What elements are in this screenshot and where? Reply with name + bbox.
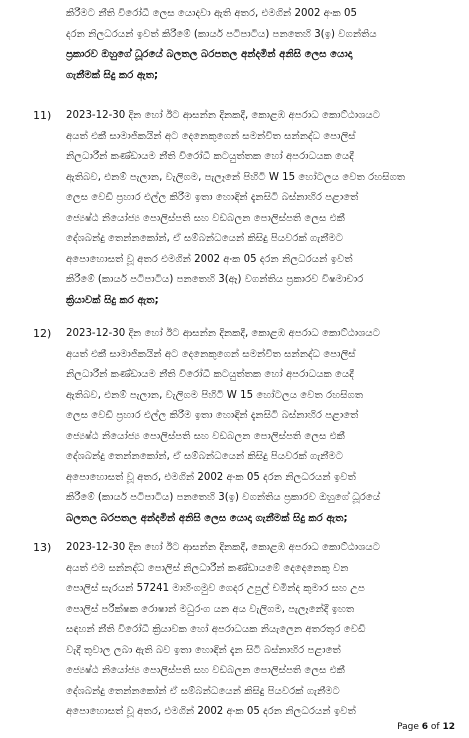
- paragraph-line: 2023-12-30 දින හෝ ඊට ආසන්න දිනකදී, කොළඹ අපරාධ කොට්ඨාශයට: [66, 542, 381, 553]
- paragraph-line: අපොහොසත් වූ අතර, එමගින් 2002 අංක 05 දරන නිලධරයන් ඉවත්: [66, 706, 356, 717]
- page-prefix: Page: [397, 722, 419, 732]
- item-number: 11): [33, 109, 52, 122]
- item-number: 12): [33, 327, 52, 340]
- paragraph-line: නිලධාරීන් කණ්ඩායම නීති විරෝධී කටයුත්තක හෝ අපරාධයක යෙදී: [66, 151, 354, 162]
- paragraph-line: ක්‍රියාවක් සිදු කර ඇත;: [66, 294, 159, 306]
- paragraph-line: කිරීමේ (කාර්ය පටිපාටිය) පනතෙහි 3(ඉ) වගන්තිය ප්‍රකාරව ඔහුගේ ධූරයේ: [66, 492, 381, 503]
- paragraph-line: අපොහොසත් වූ අතර එමගින් 2002 අංක 05 දරන නිලධරයන් ඉවත්: [66, 253, 353, 265]
- paragraph-line: ඇතිබව, එනම් පැලාන, වැලිගම, පැලෑනේ පිහිටි W 15 හෝටලය වෙත රහසිගත: [66, 171, 406, 183]
- paragraph-line: වැදී තුවාල ලබා ඇති බව ඉතා හොඳින් දැන සිටි බස්නාහිර පළාතේ: [66, 644, 341, 656]
- paragraph-line: ඇතිබව, එනම් පැලාන, වැලිගම පිහිටි W 15 හෝටලය වෙත රහසිගත: [66, 389, 364, 401]
- page-of-label: of: [430, 722, 440, 732]
- item-paragraph-11: [66, 106, 456, 311]
- paragraph-line: පොලිස් සැරයන් 57241 මාහිංගමුව ගෙදර උපුල් චමින්ද කුමාර සහ උප: [66, 583, 365, 594]
- paragraph-line: දේශබන්දු තෙන්නකෝන් ඒ සම්බන්ධයෙන් කිසිදු පියවරක් ගැනීමට: [66, 685, 340, 697]
- intro-line: දරන නිලධරයන් ඉවත් කිරීමේ (කාර්ය පටිපාටිය) පනතෙහි 3(ඉ) වගන්තිය: [66, 28, 377, 40]
- intro-line: ප්‍රකාරව ඔහුගේ ධූරයේ බලතල බරපතල අන්දමින් අනිසි ලෙස යොදා: [66, 49, 353, 60]
- paragraph-line: බලතල බරපතල අන්දමින් අනිසි ලෙස යොදා ගැනීමක් සිදු කර ඇත;: [66, 512, 348, 524]
- paragraph-line: දේශබන්දු තෙන්නකෝන්, ඒ සම්බන්ධයෙන් කිසිදු පියවරක් ගැනීමට: [66, 233, 344, 244]
- paragraph-line: ජ්‍යෙෂ්ඨ නියෝජ්‍ය පොලිස්පති සහ වඩබලන පොලිස්පති ලෙස එකී: [66, 665, 345, 676]
- paragraph-line: දේශබන්දු තෙන්නකෝන්, ඒ සම්බන්ධයෙන් කිසිදු පියවරක් ගැනීමට: [66, 451, 344, 462]
- paragraph-line: අයත් එකී සාමාජිකයින් අට දෙනෙකුගෙන් සමන්විත සන්නද්ධ පොලිස්: [66, 348, 356, 360]
- page-number: 6: [421, 722, 429, 732]
- paragraph-line: අයත් එම සන්නද්ධ පොලිස් නිලධාරීන් කණ්ඩායමේ දෙදෙනෙකු වන: [66, 562, 349, 574]
- page-total: 12: [442, 722, 455, 732]
- paragraph-line: 2023-12-30 දින හෝ ඊට ආසන්න දිනකදී, කොළඹ අපරාධ කොට්ඨාශයට: [66, 328, 381, 339]
- paragraph-line: ජ්‍යෙෂ්ඨ නියෝජ්‍ය පොලිස්පති සහ වඩබලන පොලිස්පති ලෙස එකී: [66, 212, 345, 224]
- paragraph-line: නිලධාරීන් කණ්ඩායම නීති විරෝධී කටයුත්තක හෝ අපරාධයක යෙදී: [66, 369, 354, 380]
- paragraph-line: ලෙස වෙඩි ප්‍රහාර එල්ල කිරීම ඉතා හොඳින් දැනසිටි බස්නාහිර පළාතේ: [66, 192, 359, 203]
- page-indicator: [397, 722, 455, 732]
- paragraph-line: සඳහන් නීති විරෝධී ක්‍රියාවක හෝ අපරාධයක නියැලෙන අතරතුර වෙඩි: [66, 624, 366, 635]
- paragraph-line: ජ්‍යෙෂ්ඨ නියෝජ්‍ය පොලිස්පති සහ වඩබලන පොලිස්පති ලෙස එකී: [66, 430, 345, 442]
- paragraph-line: අපොහොසත් වූ අතර, එමගින් 2002 අංක 05 දරන නිලධරයන් ඉවත්: [66, 471, 356, 483]
- paragraph-line: අයත් එකී සාමාජිකයින් අට දෙනෙකුගෙන් සමන්විත සන්නද්ධ පොලිස්: [66, 130, 356, 142]
- intro-line: කිරීමට නීති විරෝධී ලෙස යොදවා ඇති අතර, එමගින් 2002 අංක 05: [66, 8, 358, 19]
- paragraph-line: පොලිස් පරීක්ෂක රොෂාන් මධුරංග යන අය වැලිගම, පැලෑනේදී ඉහත: [66, 603, 355, 615]
- paragraph-line: ලෙස වෙඩි ප්‍රහාර එල්ල කිරීම ඉතා හොඳින් දැනසිටි බස්නාහිර පළාතේ: [66, 410, 359, 421]
- paragraph-line: 2023-12-30 දින හෝ ඊට ආසන්න දිනකදී, කොළඹ අපරාධ කොට්ඨාශයට: [66, 110, 381, 121]
- intro-line: ගැනීමක් සිදු කර ඇත;: [66, 69, 159, 81]
- item-paragraph-13: [66, 538, 456, 723]
- paragraph-line: කිරීමේ (කාර්ය පටිපාටිය) පනතෙහි 3(ඈ) වගන්තිය ප්‍රකාරව විෂමාචාර: [66, 274, 364, 285]
- item-paragraph-12: [66, 324, 456, 529]
- intro-paragraph: [66, 4, 456, 86]
- item-number: 13): [33, 541, 52, 554]
